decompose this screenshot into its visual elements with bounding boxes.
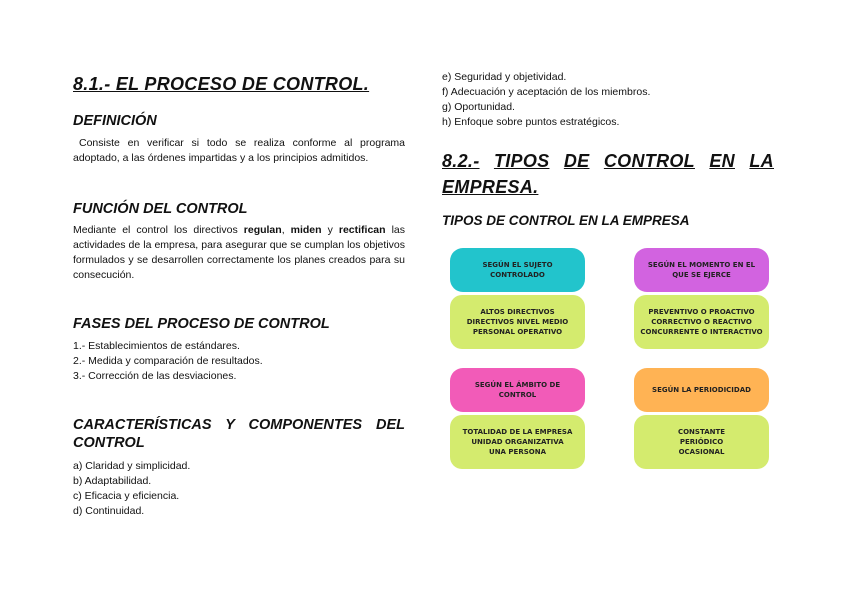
diagram-title: TIPOS DE CONTROL EN LA EMPRESA xyxy=(442,213,690,228)
list-item: f) Adecuación y aceptación de los miembros. xyxy=(442,86,651,98)
box-line: CONCURRENTE O INTERACTIVO xyxy=(640,328,763,336)
box-line: OCASIONAL xyxy=(678,448,725,456)
caracteristicas-heading-line2: CONTROL xyxy=(73,435,145,451)
box-line: DIRECTIVOS NIVEL MEDIO xyxy=(466,318,569,326)
list-item: 1.- Establecimientos de estándares. xyxy=(73,340,240,352)
funcion-text-before: Mediante el control los directivos xyxy=(73,224,244,236)
definicion-heading: DEFINICIÓN xyxy=(73,113,157,129)
fases-heading: FASES DEL PROCESO DE CONTROL xyxy=(73,316,330,332)
list-item: b) Adaptabilidad. xyxy=(73,475,152,487)
list-item: 3.- Corrección de las desviaciones. xyxy=(73,370,237,382)
box-line: PREVENTIVO O PROACTIVO xyxy=(648,308,755,316)
section-title-line1 xyxy=(442,148,774,174)
box-line: CONSTANTE xyxy=(677,428,726,436)
caracteristicas-heading-line1: CARACTERÍSTICAS Y COMPONENTES DEL xyxy=(73,417,405,433)
list-item: d) Continuidad. xyxy=(73,505,145,517)
group-header-momento: SEGÚN EL MOMENTO EN EL QUE SE EJERCE xyxy=(634,248,769,292)
list-item: g) Oportunidad. xyxy=(442,101,515,113)
group-header-periodicidad: SEGÚN LA PERIODICIDAD xyxy=(634,368,769,412)
group-box-sujeto xyxy=(450,295,585,349)
list-item: h) Enfoque sobre puntos estratégicos. xyxy=(442,116,620,128)
group-box-periodicidad xyxy=(634,415,769,469)
section-title-8-2 xyxy=(442,148,774,200)
funcion-text-after: las actividades de la empresa, para asegurar que se cumplan los objetivos formulados y se desarrollen correctamente los planes creados para su consecución. xyxy=(73,224,405,281)
title-word: LA xyxy=(749,151,774,171)
group-box-ambito xyxy=(450,415,585,469)
box-line: UNA PERSONA xyxy=(489,448,546,456)
funcion-sep2: y xyxy=(321,224,339,236)
title-word: TIPOS xyxy=(493,151,550,171)
group-header-sujeto: SEGÚN EL SUJETO CONTROLADO xyxy=(450,248,585,292)
definicion-text: Consiste en verificar si todo se realiza conforme al programa adoptado, a las órdenes impartidas y a los principios admitidos. xyxy=(73,137,405,164)
title-word: EN xyxy=(709,151,735,171)
funcion-sep1: , xyxy=(281,224,291,236)
title-word: DE xyxy=(563,151,590,171)
box-line: CORRECTIVO O REACTIVO xyxy=(651,318,752,326)
fases-list xyxy=(73,339,263,384)
caracteristicas-list-continued xyxy=(442,70,650,130)
funcion-bold-rectifican: rectifican xyxy=(338,224,386,236)
box-line: PERSONAL OPERATIVO xyxy=(472,328,563,336)
group-header-ambito: SEGÚN EL ÁMBITO DE CONTROL xyxy=(450,368,585,412)
list-item: 2.- Medida y comparación de resultados. xyxy=(73,355,263,367)
box-line: ALTOS DIRECTIVOS xyxy=(480,308,555,316)
main-title: 8.1.- EL PROCESO DE CONTROL. xyxy=(73,74,370,94)
box-line: PERIÓDICO xyxy=(679,438,724,446)
funcion-bold-regulan: regulan xyxy=(243,224,282,236)
funcion-heading: FUNCIÓN DEL CONTROL xyxy=(73,201,248,217)
title-word: 8.2.- xyxy=(442,151,480,171)
list-item: c) Eficacia y eficiencia. xyxy=(73,490,180,502)
caracteristicas-list xyxy=(73,459,190,519)
box-line: TOTALIDAD DE LA EMPRESA xyxy=(462,428,573,436)
list-item: e) Seguridad y objetividad. xyxy=(442,71,567,83)
funcion-text xyxy=(73,223,405,283)
funcion-bold-miden: miden xyxy=(290,224,322,236)
box-line: UNIDAD ORGANIZATIVA xyxy=(471,438,564,446)
title-word: CONTROL xyxy=(603,151,695,171)
section-title-line2: EMPRESA. xyxy=(442,177,539,197)
list-item: a) Claridad y simplicidad. xyxy=(73,460,191,472)
group-box-momento xyxy=(634,295,769,349)
